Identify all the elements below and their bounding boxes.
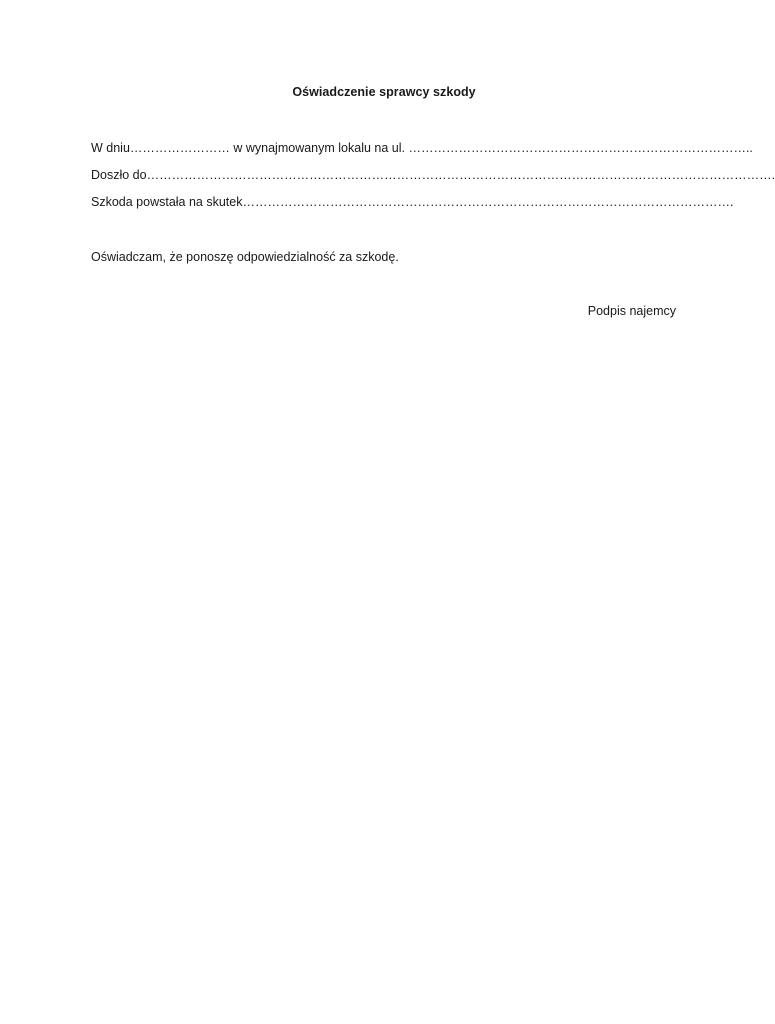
date-location-line: W dniu…………………… w wynajmowanym lokalu na ul. ……………………………………………………………………….. <box>91 141 753 155</box>
cause-line: Szkoda powstała na skutek………………………………………………………………………………………………………. <box>91 195 734 209</box>
document-title: Oświadczenie sprawcy szkody <box>292 85 476 99</box>
liability-statement: Oświadczam, że ponoszę odpowiedzialność za szkodę. <box>91 250 399 264</box>
signature-label: Podpis najemcy <box>587 304 676 318</box>
incident-line: Doszło do……………………………………………………………………………………………………………………………………. <box>91 168 775 182</box>
